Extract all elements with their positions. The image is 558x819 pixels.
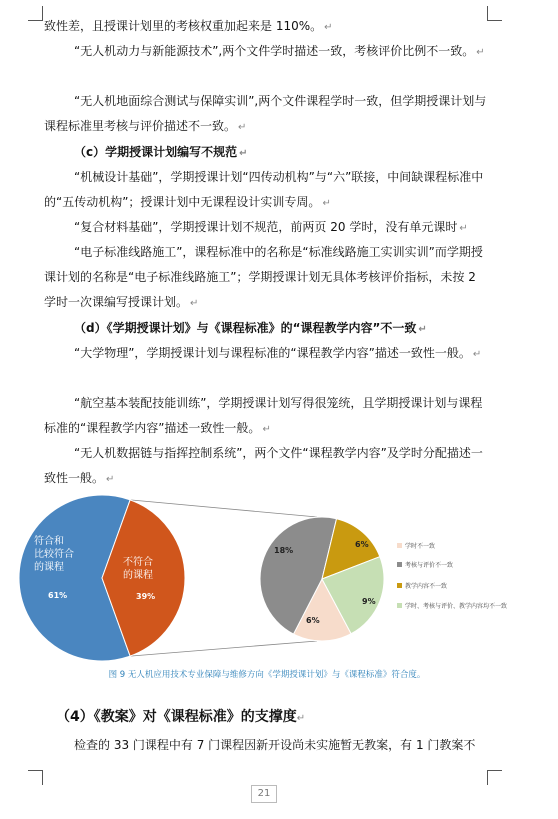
paragraph-5: “复合材料基础”，学期授课计划不规范，前两页 20 学时，没有单元课时 ↵ (74, 220, 468, 234)
secondary-pie-pct-label-1: 6% (306, 616, 320, 625)
legend-label-2: 考核与评价不一致 (405, 562, 454, 569)
closing-paragraph: 检查的 33 门课程中有 7 门课程因新开设尚未实施暂无教案，有 1 门教案不 (74, 738, 476, 752)
paragraph-4: “机械设计基础”，学期授课计划“四传动机构”与“六”联接，中间缺课程标准中的“五传动机构”；授课计划中无课程设计实训专周。 ↵ (44, 170, 484, 209)
paragraph-1: 致性差，且授课计划里的考核权重加起来是 110%。 ↵ (44, 19, 333, 33)
paragraph-heading-c: （c）学期授课计划编写不规范 ↵ (74, 145, 248, 159)
secondary-pie-pct-label-2: 18% (274, 546, 294, 555)
main-pie-pct-label-1: 61% (48, 591, 68, 600)
paragraph-8: “航空基本装配技能训练”，学期授课计划写得很笼统，且学期授课计划与课程标准的“课程教学内容”描述一致性一般。 ↵ (44, 396, 483, 435)
connector-line-bottom (130, 641, 317, 656)
page-number: 21 (251, 785, 277, 803)
main-pie-slice-label-2: 不符合的课程 (123, 557, 153, 581)
legend-swatch-4 (397, 603, 402, 608)
paragraph-7: “大学物理”，学期授课计划与课程标准的“课程教学内容”描述一致性一般。 ↵ (74, 346, 482, 360)
main-pie (19, 495, 185, 661)
secondary-pie-pct-label-3: 6% (355, 540, 369, 549)
paragraph-heading-d: （d）《学期授课计划》与《课程标准》的“课程教学内容”不一致 ↵ (74, 321, 427, 335)
crop-mark-bottom-left (28, 770, 43, 785)
main-pie-pct-label-2: 39% (136, 592, 156, 601)
crop-mark-top-left (28, 6, 43, 21)
main-pie-slice-label-1: 符合和比较符合的课程 (34, 536, 74, 573)
pie-of-pie-chart (0, 492, 558, 664)
figure-caption: 图 9 无人机应用技术专业保障与维修方向《学期授课计划》与《课程标准》符合度。 (108, 670, 426, 680)
paragraph-2: “无人机动力与新能源技术”,两个文件学时描述一致，考核评价比例不一致。 ↵ (74, 44, 485, 58)
section-title: （4）《教案》对《课程标准》的支撑度↵ (56, 709, 306, 725)
paragraph-3: “无人机地面综合测试与保障实训”,两个文件课程学时一致，但学期授课计划与课程标准里考核与评价描述不一致。 ↵ (44, 94, 487, 133)
secondary-pie (260, 517, 384, 641)
connector-line-top (130, 500, 317, 517)
paragraph-9: “无人机数据链与指挥控制系统”，两个文件“课程教学内容”及学时分配描述一致性一般。 ↵ (44, 446, 483, 485)
crop-mark-bottom-right (487, 770, 502, 785)
legend-label-4: 学时、考核与评价、教学内容均不一致 (405, 603, 508, 610)
legend-swatch-3 (397, 583, 402, 588)
legend-swatch-1 (397, 543, 402, 548)
paragraph-6: “电子标准线路施工”，课程标准中的名称是“标准线路施工实训实训”而学期授课计划的名称是“电子标准线路施工”；学期授课计划无具体考核评价指标，未按 2 学时一次课编写授课计划。 ↵ (44, 245, 483, 309)
legend-label-3: 教学内容不一致 (405, 583, 448, 590)
secondary-pie-pct-label-4: 9% (362, 597, 376, 606)
legend-swatch-2 (397, 562, 402, 567)
legend-label-1: 学时不一致 (405, 543, 436, 550)
secondary-pie-legend (397, 542, 507, 610)
